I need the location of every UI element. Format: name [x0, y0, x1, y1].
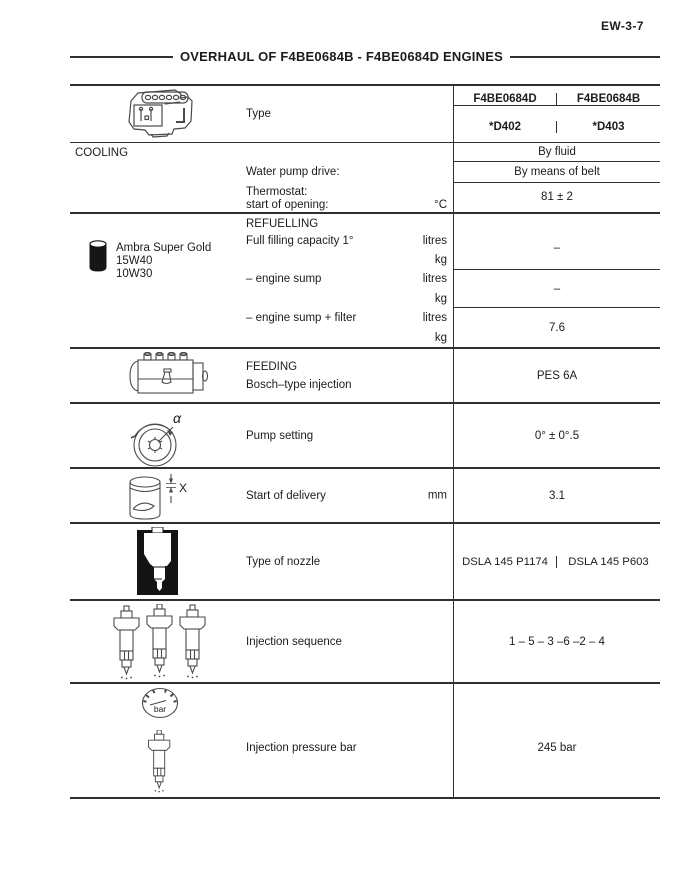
refuel-unit-litres: litres	[422, 234, 447, 247]
feeding-sub-label: Bosch–type injection	[246, 379, 352, 391]
row-type-of-nozzle	[70, 522, 660, 599]
delivery-value: 3.1	[453, 469, 660, 522]
page-reference: EW-3-7	[601, 19, 644, 33]
refuel-row-label: Full filling capacity 1°	[246, 234, 354, 247]
pump-setting-value: 0° ± 0°.5	[453, 404, 660, 467]
delivery-cylinder-icon	[120, 472, 200, 522]
row-feeding	[70, 347, 660, 402]
page-title: OVERHAUL OF F4BE0684B - F4BE0684D ENGINES	[180, 49, 503, 64]
refuel-row-label: – engine sump + filter	[246, 312, 357, 325]
thermostat-value: 81 ± 2	[541, 191, 573, 203]
cooling-section-label: COOLING	[75, 147, 129, 159]
oil-grade-label-2: 10W30	[116, 268, 153, 280]
feeding-value: PES 6A	[453, 349, 660, 402]
title-rule-right	[510, 56, 660, 58]
nozzle-label: Type of nozzle	[246, 555, 321, 568]
injection-pump-icon	[125, 352, 211, 400]
refuel-value-3: 7.6	[549, 321, 565, 334]
nozzle-value-2: DSLA 145 P603	[568, 555, 649, 568]
refuel-unit-kg: kg	[434, 292, 447, 305]
oil-spec-label	[116, 242, 211, 281]
refuel-unit-kg: kg	[434, 331, 447, 344]
refuel-value-2: –	[454, 270, 660, 308]
dimension-x-label: X	[179, 481, 188, 495]
refuelling-section-label: REFUELLING	[246, 218, 319, 230]
title-rule-left	[70, 56, 173, 58]
oil-can-icon	[88, 239, 108, 273]
pump-setting-icon	[121, 415, 197, 467]
row-start-of-delivery	[70, 467, 660, 522]
injection-sequence-value: 1 – 5 – 3 –6 –2 – 4	[453, 601, 660, 682]
oil-brand-label: Ambra Super Gold	[116, 242, 212, 254]
nozzle-value-1: DSLA 145 P1174	[454, 556, 557, 568]
pump-setting-label: Pump setting	[246, 429, 314, 442]
injection-sequence-label: Injection sequence	[246, 635, 342, 648]
thermostat-unit: °C	[434, 199, 447, 211]
engine-code-col2: *D403	[592, 120, 625, 133]
refuel-value-1: –	[454, 214, 660, 270]
refuel-row-label: – engine sump	[246, 273, 322, 286]
feeding-label: FEEDING	[246, 361, 298, 373]
cooling-type-value: By fluid	[454, 143, 660, 162]
delivery-unit: mm	[427, 489, 447, 501]
water-pump-label: Water pump drive:	[246, 166, 340, 178]
injectors-icon	[109, 604, 211, 681]
row-injection-sequence	[70, 599, 660, 682]
spec-table	[70, 84, 660, 799]
row-injection-pressure	[70, 682, 660, 797]
type-label: Type	[246, 108, 271, 120]
refuel-unit-kg: kg	[434, 254, 447, 267]
nozzle-icon	[136, 527, 180, 597]
injector-icon	[146, 730, 174, 794]
engine-code-col1: *D402	[454, 121, 557, 133]
oil-grade-label-1: 15W40	[116, 255, 153, 267]
section-title-row	[70, 49, 660, 64]
start-of-delivery-label: Start of delivery	[246, 489, 326, 502]
alpha-symbol: α	[173, 410, 181, 426]
engine-model-col1: F4BE0684D	[454, 93, 557, 106]
injection-pressure-label: Injection pressure bar	[246, 742, 357, 754]
row-cooling	[70, 142, 660, 212]
thermostat-label: Thermostat: start of opening:	[246, 186, 329, 211]
water-pump-value: By means of belt	[454, 162, 660, 183]
engine-icon	[118, 88, 206, 138]
injection-pressure-value: 245 bar	[537, 742, 577, 754]
refuel-unit-litres: litres	[422, 312, 447, 325]
row-pump-setting	[70, 402, 660, 467]
refuelling-labels	[246, 231, 447, 347]
row-refuelling	[70, 212, 660, 347]
engine-model-col2: F4BE0684B	[557, 93, 660, 106]
pressure-gauge-icon	[140, 687, 180, 719]
gauge-unit-label: bar	[153, 704, 167, 714]
refuel-unit-litres: litres	[422, 273, 447, 286]
row-type-header	[70, 86, 660, 142]
